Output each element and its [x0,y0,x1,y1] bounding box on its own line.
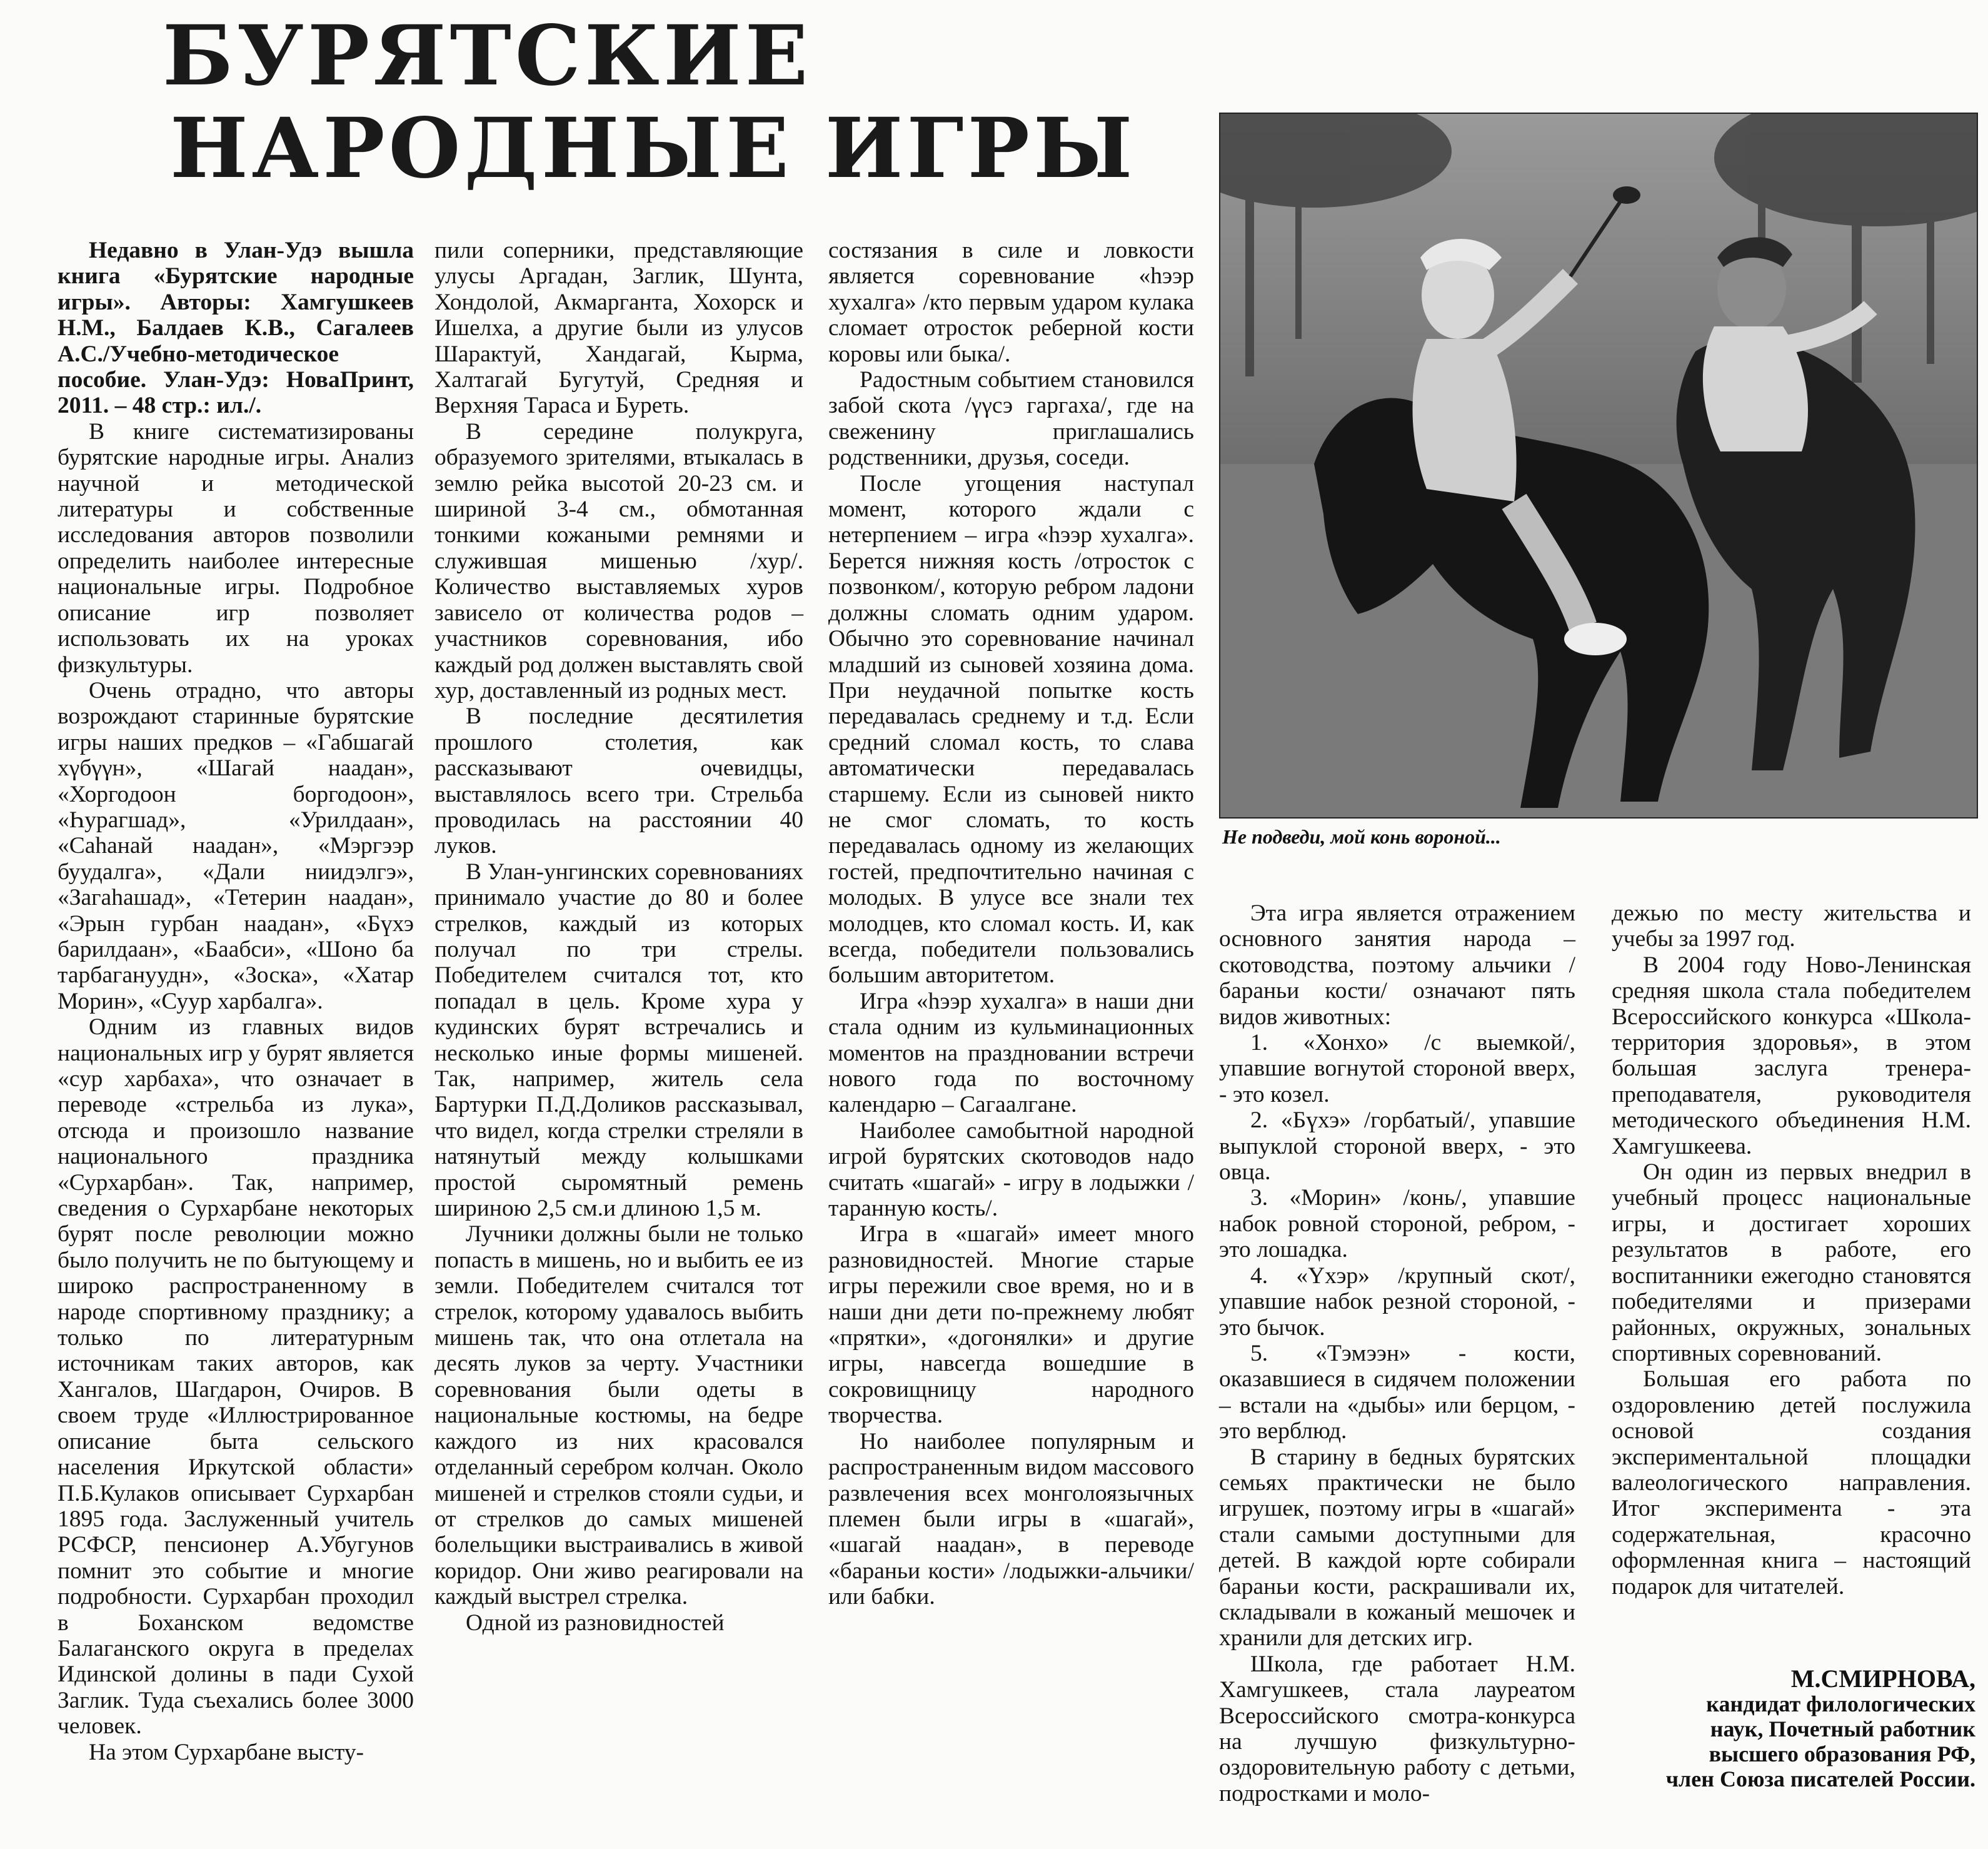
article-paragraph: Игра в «шагай» имеет много разновидностей. Многие старые игры пережили свое время, но и в наши дни дети по-прежнему любят «прятки», «догонялки» и другие игры, навсегда вошедшие в сокровищницу народного творчества. [828,1221,1194,1429]
article-paragraph: В старину в бедных бурятских семьях практически не было игрушек, поэтому игры в «шагай» стали самыми доступными для детей. В каждой юрте собирали бараньи кости, раскрашивали их, складывали в кожаный мешочек и хранили для детских игр. [1219,1444,1575,1651]
article-paragraph: Одной из разновидностей [466,1610,725,1636]
article-paragraph: пили соперники, представляющие улусы Аргадан, Заглик, Шунта, Хондолой, Акмарганта, Хохорск и Ишелха, а другие были из улусов Шарактуй, Хандагай, Кырма, Халтагай Бугутуй, Средняя и Верхняя Тараса и Бурeть. [434,238,803,419]
article-column-3 [828,238,1194,1610]
article-lead: Недавно в Улан-Удэ вышла книга «Бурятские народные игры». Авторы: Хамгушкеев Н.М., Балдаев К.В., Сагалеев А.С./Учебно-методическое пособие. Улан-Удэ: НоваПринт, 2011. – 48 стр.: ил./. [58,238,414,419]
headline-line-2: НАРОДНЫЕ ИГРЫ [170,100,1137,197]
article-paragraph: Лучники должны были не только попасть в мишень, но и выбить ее из земли. Победителем считался тот стрелок, которому удавалось выбить мишень так, что она отлетала на десять луков за черту. Участники соревнования были одеты в национальные костюмы, на бедре каждого из них красовался отделанный серебром колчан. Около мишеней и стрелков стояли судьи, и от стрелков до самых мишеней болельщики выстраивались в живой коридор. Они живо реагировали на каждый выстрел стрелка. [434,1221,803,1610]
photo-illustration [1220,114,1977,817]
article-paragraph: состязания в силе и ловкости является соревнование «һээр хухалга» /кто первым ударом кулака сломает отросток реберной кости коровы или быка/. [828,238,1194,367]
author-signature [1600,1666,1975,1791]
article-paragraph: Он один из первых внедрил в учебный процесс национальные игры, и достигает хороших результатов в работе, его воспитанники ежегодно становятся победителями и призерами районных, окружных, зональных спортивных соревнований. [1612,1159,1971,1366]
article-column-4 [1219,900,1575,1806]
article-paragraph: Большая его работа по оздоровлению детей послужила основой создания экспериментальной площадки валеологического направления. Итог эксперимента - эта содержательная, красочно оформленная книга – настоящий подарок для читателей. [1612,1366,1971,1600]
article-column-5 [1612,900,1971,1600]
article-paragraph: В книге систематизированы бурятские народные игры. Анализ научной и методической литературы и собственные исследования авторов позволили определить наиболее интересные национальные игры. Подробное описание игр позволяет использовать их на уроках физкультуры. [58,418,414,678]
article-list-item: 5. «Тэмээн» - кости, оказавшиеся в сидячем положении – встали на «дыбы» или берцом, - это верблюд. [1219,1340,1575,1444]
article-paragraph: Очень отрадно, что авторы возрождают старинные бурятские игры наших предков – «Габшагай хγбγγн», «Шагай наадан», «Хоргодоон боргодоон», «Һурагшад», «Урилдаан», «Саһанай наадан», «Мэргээр буудалга», «Дали ниидэлгэ», «Загаһашад», «Тетерин наадан», «Эрын гурбан наадан», «Бүхэ барилдаан», «Баабси», «Шоно ба тарбагануудн», «Зоска», «Хатар Морин», «Суур харбалга». [58,677,414,1014]
article-paragraph: В последние десятилетия прошлого столетия, как рассказывают очевидцы, выставлялось всего три. Стрельба проводилась на расстоянии 40 луков. [434,703,803,859]
article-paragraph: В середине полукруга, образуемого зрителями, втыкалась в землю рейка высотой 20-23 см. и шириной 3-4 см., обмотанная тонкими кожаными ремнями и служившая мишенью /хур/. Количество выставляемых хуров зависело от количества родов – участников соревнования, ибо каждый род должен выставлять свой хур, доставленный из родных мест. [434,418,803,703]
article-list-item: 1. «Хонхо» /с выемкой/, упавшие вогнутой стороной вверх, - это козел. [1219,1030,1575,1107]
horse-riders-photo [1219,113,1978,819]
author-credential: член Союза писателей России. [1665,1766,1975,1791]
article-list-item: 3. «Морин» /конь/, упавшие набок ровной стороной, ребром, - это лошадка. [1219,1185,1575,1263]
article-paragraph: Но наиболее популярным и распространенным видом массового развлечения всех монголоязычных племен были игры в «шагай», «шагай наадан», в переводе «бараньи кости» /лодыжки-альчики/ или бабки. [828,1428,1194,1610]
article-column-1 [58,238,414,1765]
article-paragraph: Наиболее самобытной народной игрой бурятских скотоводов надо считать «шагай» - игру в лодыжки /таранную кость/. [828,1117,1194,1222]
article-paragraph: Школа, где работает Н.М. Хамгушкеев, стала лауреатом Всероссийского смотра-конкурса на лучшую физкультурно-оздоровительную работу с детьми, подростками и моло- [1219,1651,1575,1806]
article-paragraph: Одним из главных видов национальных игр у бурят является «сур харбаха», что означает в переводе «стрельба из лука», отсюда и произошло название национального праздника «Сурхарбан». Так, например, сведения о Сурхарбане некоторых бурят после революции можно было получить не по бытующему и широко распространенному в народе спортивному празднику; а только по литературным источникам таких авторов, как Хангалов, Шагдарон, Очиров. В своем труде «Иллюстрированное описание быта сельского населения Иркутской области» П.Б.Кулаков описывает Сурхарбан 1895 года. Заслуженный учитель РСФСР, пенсионер А.Убугунов помнит это событие и многие подробности. Сурхарбан проходил в Боханском ведомстве Балаганского округа в пределах Идинской долины в пади Сухой Заглик. Туда съехались более 3000 человек. [58,1014,414,1740]
article-paragraph: Радостным событием становился забой скота /γγсэ гаргаха/, где на свеженину приглашались родственники, друзья, соседи. [828,367,1194,471]
article-paragraph: дежью по месту жительства и учебы за 1997 год. [1612,900,1971,952]
article-list-item: 4. «Үхэр» /крупный скот/, упавшие набок резной стороной, - это бычок. [1219,1262,1575,1341]
article-paragraph: В 2004 году Ново-Ленинская средняя школа стала победителем Всероссийского конкурса «Школа-территория здоровья», в этом большая заслуга тренера-преподавателя, руководителя методического объединения Н.М. Хамгушкеева. [1612,952,1971,1159]
article-paragraph: В Улан-унгинских соревнованиях принимало участие до 80 и более стрелков, каждый из которых получал по три стрелы. Победителем считался тот, кто попадал в цель. Кроме хура у кудинских бурят встречались и несколько иные формы мишеней. Так, например, житель села Бартурки П.Д.Доликов рассказывал, что видел, когда стрелки стреляли в натянутый между колышками простой сыромятный ремень шириною 2,5 см.и длиною 1,5 м. [434,859,803,1222]
article-list-item: 2. «Бүхэ» /горбатый/, упавшие выпуклой стороной вверх, - это овца. [1219,1107,1575,1186]
headline-line-1: БУРЯТСКИЕ [163,8,812,104]
article-paragraph: На этом Сурхарбане высту- [89,1739,364,1765]
author-credential: высшего образования РФ, [1709,1741,1975,1766]
article-paragraph: После угощения наступал момент, которого ждали с нетерпением – игра «һээр хухалга». Берется нижняя кость /отросток с позвонком/, которую ребром ладони должны сломать одним ударом. Обычно это соревнование начинал младший из сыновей хозяина дома. При неудачной попытке кость передавалась среднему и т.д. Если средний сломал кость, то слава автоматически передавалась старшему. Если из сыновей никто не смог сломать, то кость передавалась одному из желающих гостей, предпочтительно начиная с молодых. В улусе все знали тех молодцев, кто сломал кость. И, как всегда, победители пользовались большим авторитетом. [828,470,1194,989]
photo-caption: Не подведи, мой конь вороной... [1222,825,1501,848]
author-name: М.СМИРНОВА, [1790,1665,1975,1693]
author-credential: кандидат филологических [1706,1691,1975,1716]
headline [163,8,1137,197]
article-paragraph: Игра «һээр хухалга» в наши дни стала одним из кульминационных моментов на праздновании встречи нового года по восточному календарю – Сагаалгане. [828,988,1194,1118]
author-credential: наук, Почетный работник [1710,1716,1975,1741]
article-paragraph: Эта игра является отражением основного занятия народа – скотоводства, поэтому альчики /бараньи кости/ означают пять видов животных: [1219,900,1575,1030]
article-column-2 [434,238,803,1636]
